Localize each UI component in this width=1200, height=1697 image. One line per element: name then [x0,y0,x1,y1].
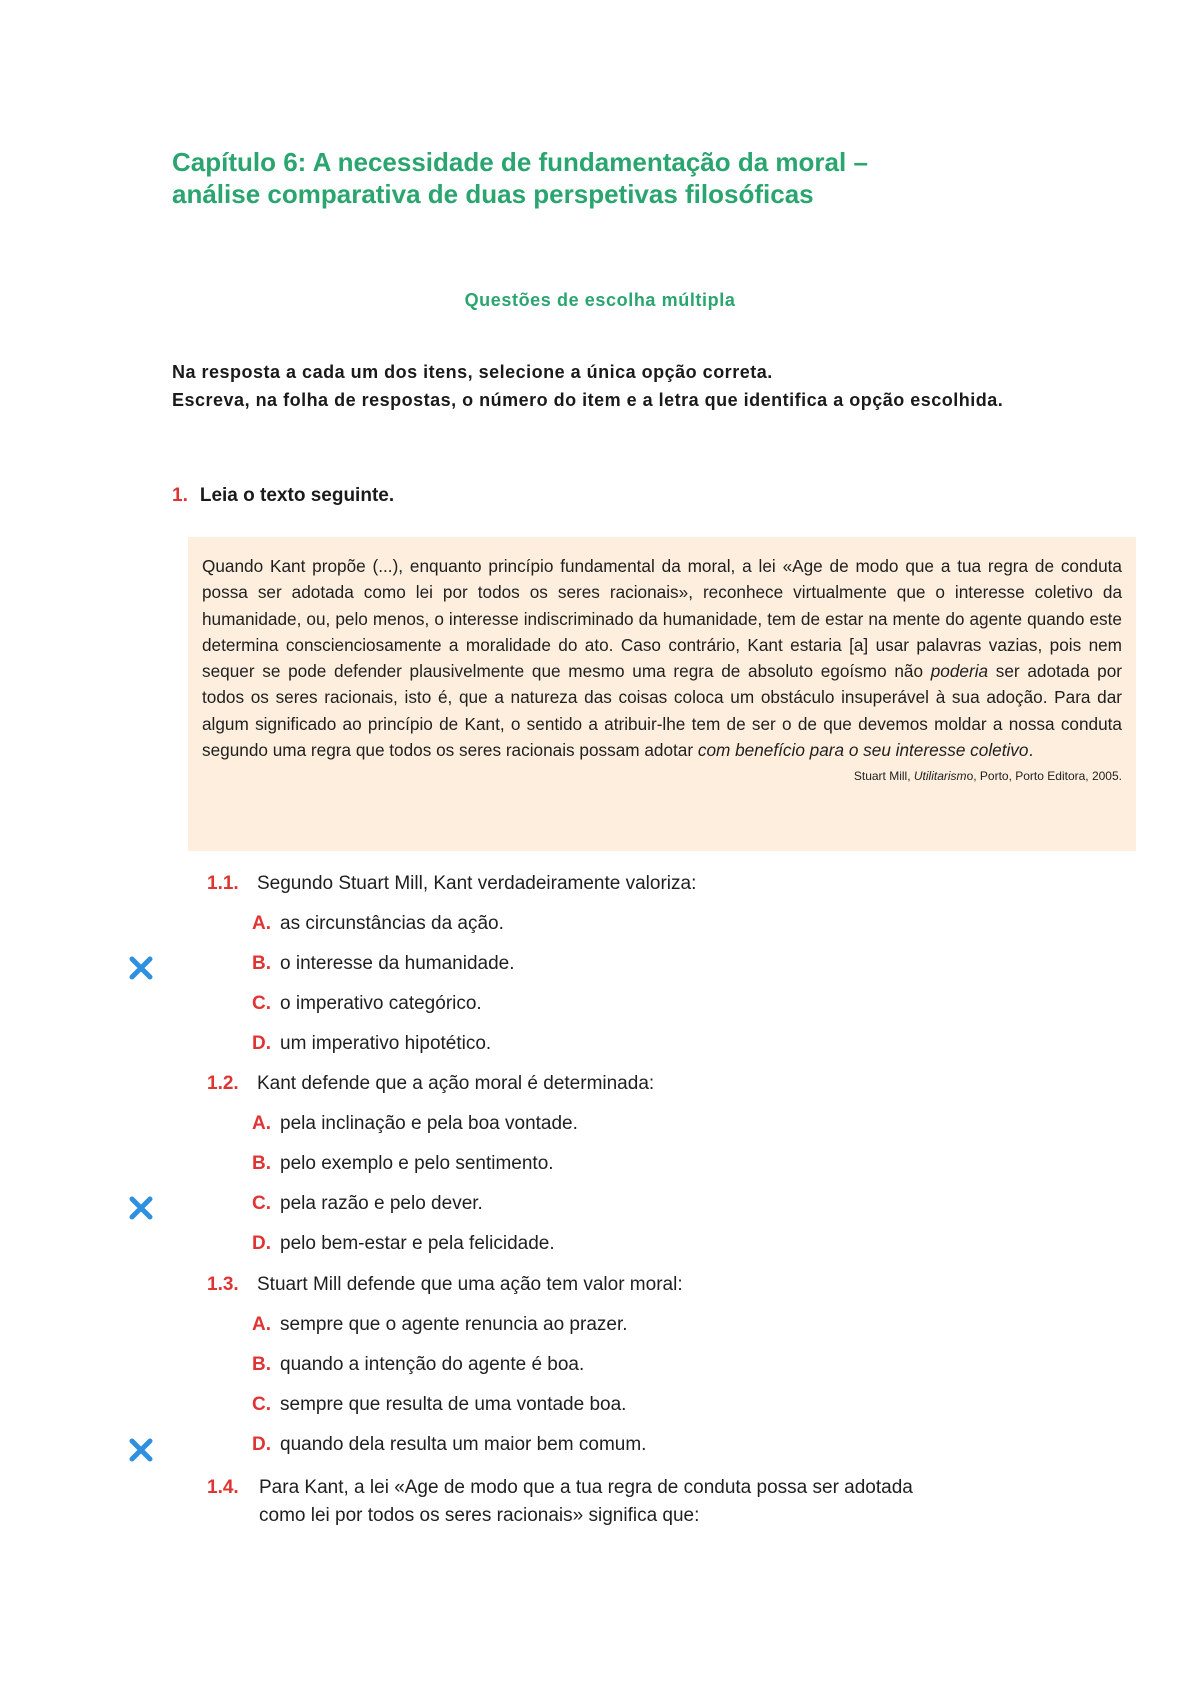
option-letter: C. [252,993,271,1014]
option-1-3-d[interactable] [252,1434,646,1456]
option-1-3-c[interactable] [252,1394,626,1416]
quote-source-title: Utilitarism [913,769,967,784]
option-text: o imperativo categórico. [280,993,482,1014]
answer-mark-x-icon [128,1437,154,1463]
instructions [172,358,1052,414]
option-letter: A. [252,1113,271,1134]
item-stem: Segundo Stuart Mill, Kant verdadeiramente valoriza: [257,873,697,894]
option-text: pelo exemplo e pelo sentimento. [280,1153,554,1174]
item-stem [259,1474,1059,1530]
option-letter: C. [252,1394,271,1415]
option-text: quando a intenção do agente é boa. [280,1354,585,1375]
option-text: sempre que o agente renuncia ao prazer. [280,1314,628,1335]
option-letter: B. [252,1354,271,1375]
option-text: as circunstâncias da ação. [280,913,504,934]
item-number: 1.4. [207,1477,239,1498]
option-letter: D. [252,1434,271,1455]
option-1-1-d[interactable] [252,1033,491,1055]
option-1-2-d[interactable] [252,1233,555,1255]
section-title: Questões de escolha múltipla [464,290,736,310]
item-1-3 [207,1274,683,1296]
option-letter: A. [252,1314,271,1335]
option-text: pela inclinação e pela boa vontade. [280,1113,578,1134]
item-number: 1.3. [207,1274,239,1295]
option-letter: D. [252,1233,271,1254]
item-stem: Kant defende que a ação moral é determinada: [257,1073,655,1094]
option-letter: B. [252,1153,271,1174]
instruction-line1: Na resposta a cada um dos itens, selecione a única opção correta. [172,362,773,382]
option-text: sempre que resulta de uma vontade boa. [280,1394,627,1415]
item-1-2 [207,1073,654,1095]
option-1-1-b[interactable] [252,953,515,975]
quote-part1: Quando Kant propõe (...), enquanto princípio fundamental da moral, a lei «Age de modo que a tua regra de conduta possa ser adotada como lei por todos os seres racionais», reconhece virtualmente que o interesse coletivo da humanidade, ou, pelo menos, o interesse indiscriminado da humanidade, tem de estar na mente do agente quando este determina conscienciosamente a moralidade do ato. Caso contrário, Kant estaria [a] usar palavras vazias, pois nem sequer se pode defender plausivelmente que mesmo uma regra de absoluto egoísmo não [202,556,1122,682]
item-stem: Stuart Mill defende que uma ação tem valor moral: [257,1274,683,1295]
instruction-line2: Escreva, na folha de respostas, o número do item e a letra que identifica a opção escolhida. [172,390,1004,410]
option-text: pela razão e pelo dever. [280,1193,483,1214]
item-number: 1.1. [207,873,239,894]
option-letter: B. [252,953,271,974]
option-1-2-a[interactable] [252,1113,578,1135]
quote-part2: ser adotada por todos os seres racionais, isto é, que a natureza das coisas coloca um obstáculo insuperável à sua adoção. Para dar algum significado ao princípio de Kant, o sentido a atribuir-lhe tem de ser o de que devemos moldar a nossa conduta segundo uma regra que todos os seres racionais possam adotar [202,661,1123,761]
option-1-3-b[interactable] [252,1354,584,1376]
chapter-title-line1: Capítulo 6: A necessidade de fundamentação da moral – [172,147,868,177]
option-text: quando dela resulta um maior bem comum. [280,1434,647,1455]
option-1-1-a[interactable] [252,913,504,935]
option-letter: A. [252,913,271,934]
option-1-1-c[interactable] [252,993,482,1015]
quote-text [202,553,1122,763]
option-text: um imperativo hipotético. [280,1033,492,1054]
item-stem-line2: como lei por todos os seres racionais» significa que: [259,1505,700,1526]
option-1-2-c[interactable] [252,1193,483,1215]
chapter-title [172,146,1072,210]
chapter-title-line2: análise comparativa de duas perspetivas filosóficas [172,179,814,209]
quote-box [188,537,1136,851]
option-1-3-a[interactable] [252,1314,628,1336]
option-letter: D. [252,1033,271,1054]
question-1-text: Leia o texto seguinte. [199,485,395,506]
quote-italic2: com benefício para o seu interesse coletivo [697,740,1029,761]
item-number: 1.2. [207,1073,239,1094]
quote-source-author: Stuart Mill, [853,769,914,784]
option-letter: C. [252,1193,271,1214]
answer-mark-x-icon [128,1195,154,1221]
quote-part3: . [1028,740,1034,761]
quote-italic1: poderia [930,661,989,682]
quote-source [202,769,1122,783]
question-1-number: 1. [172,485,188,506]
item-stem-line1: Para Kant, a lei «Age de modo que a tua regra de conduta possa ser adotada [259,1477,913,1498]
option-text: pelo bem-estar e pela felicidade. [280,1233,555,1254]
answer-mark-x-icon [128,955,154,981]
item-1-1 [207,873,696,895]
option-text: o interesse da humanidade. [280,953,515,974]
quote-source-rest: o, Porto, Porto Editora, 2005. [966,769,1122,784]
option-1-2-b[interactable] [252,1153,554,1175]
question-1 [172,485,394,507]
